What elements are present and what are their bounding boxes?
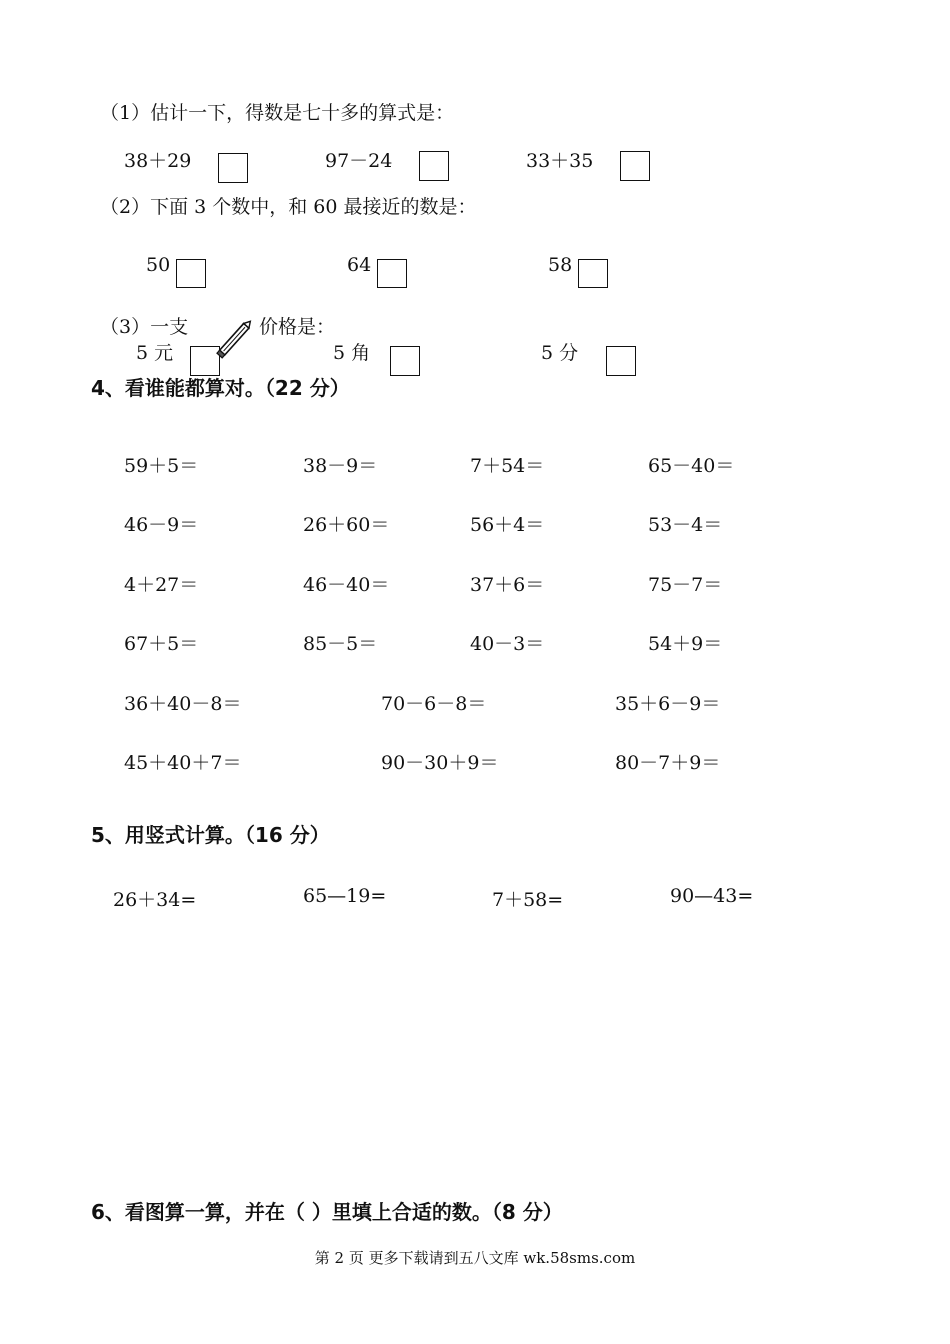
- calc-item: 65－40＝: [648, 455, 735, 477]
- vertical-calc-item: 7＋58=: [492, 889, 564, 911]
- q1-option-1: 38＋29: [124, 150, 192, 172]
- q2-option-1: 50: [146, 254, 171, 276]
- q2-answer-box-2[interactable]: [377, 259, 407, 288]
- q1-option-2: 97－24: [325, 150, 393, 172]
- q3-answer-box-2[interactable]: [390, 346, 420, 376]
- calc-item: 56＋4＝: [470, 514, 545, 536]
- q3-option-2: 5 角: [333, 342, 371, 364]
- q1-answer-box-1[interactable]: [218, 153, 248, 183]
- question-3-prompt-start: （3）一支: [100, 316, 189, 338]
- question-2-prompt: （2）下面 3 个数中，和 60 最接近的数是：: [100, 196, 477, 218]
- q1-answer-box-2[interactable]: [419, 151, 449, 181]
- pencil-icon: [212, 314, 260, 362]
- section-6-heading: 6、看图算一算，并在（ ）里填上合适的数。（8 分）: [91, 1200, 563, 1224]
- calc-item: 4＋27＝: [124, 574, 199, 596]
- question-3-prompt-end: 价格是：: [259, 316, 336, 338]
- q1-answer-box-3[interactable]: [620, 151, 650, 181]
- calc-item: 37＋6＝: [470, 574, 545, 596]
- q2-answer-box-1[interactable]: [176, 259, 206, 288]
- calc-item: 35＋6－9＝: [615, 693, 721, 715]
- vertical-calc-item: 26＋34=: [113, 889, 197, 911]
- q2-answer-box-3[interactable]: [578, 259, 608, 288]
- calc-item: 40－3＝: [470, 633, 545, 655]
- q3-option-3: 5 分: [541, 342, 579, 364]
- page-footer: 第 2 页 更多下载请到五八文库 wk.58sms.com: [314, 1249, 636, 1267]
- calc-item: 59＋5＝: [124, 455, 199, 477]
- calc-item: 46－40＝: [303, 574, 390, 596]
- vertical-calc-item: 90—43=: [670, 885, 754, 907]
- section-4-heading: 4、看谁能都算对。（22 分）: [91, 376, 350, 400]
- q3-option-1: 5 元: [136, 342, 174, 364]
- calc-item: 36＋40－8＝: [124, 693, 242, 715]
- section-5-heading: 5、用竖式计算。（16 分）: [91, 823, 330, 847]
- q2-option-2: 64: [347, 254, 372, 276]
- calc-item: 85－5＝: [303, 633, 378, 655]
- question-1-prompt: （1）估计一下，得数是七十多的算式是：: [100, 102, 455, 124]
- q2-option-3: 58: [548, 254, 573, 276]
- calc-item: 70－6－8＝: [381, 693, 487, 715]
- vertical-calc-item: 65—19=: [303, 885, 387, 907]
- calc-item: 53－4＝: [648, 514, 723, 536]
- calc-item: 75－7＝: [648, 574, 723, 596]
- q1-option-3: 33＋35: [526, 150, 594, 172]
- calc-item: 54＋9＝: [648, 633, 723, 655]
- calc-item: 45＋40＋7＝: [124, 752, 242, 774]
- calc-item: 38－9＝: [303, 455, 378, 477]
- calc-item: 46－9＝: [124, 514, 199, 536]
- calc-item: 80－7＋9＝: [615, 752, 721, 774]
- calc-item: 7＋54＝: [470, 455, 545, 477]
- calc-item: 90－30＋9＝: [381, 752, 499, 774]
- calc-item: 67＋5＝: [124, 633, 199, 655]
- calc-item: 26＋60＝: [303, 514, 390, 536]
- q3-answer-box-3[interactable]: [606, 346, 636, 376]
